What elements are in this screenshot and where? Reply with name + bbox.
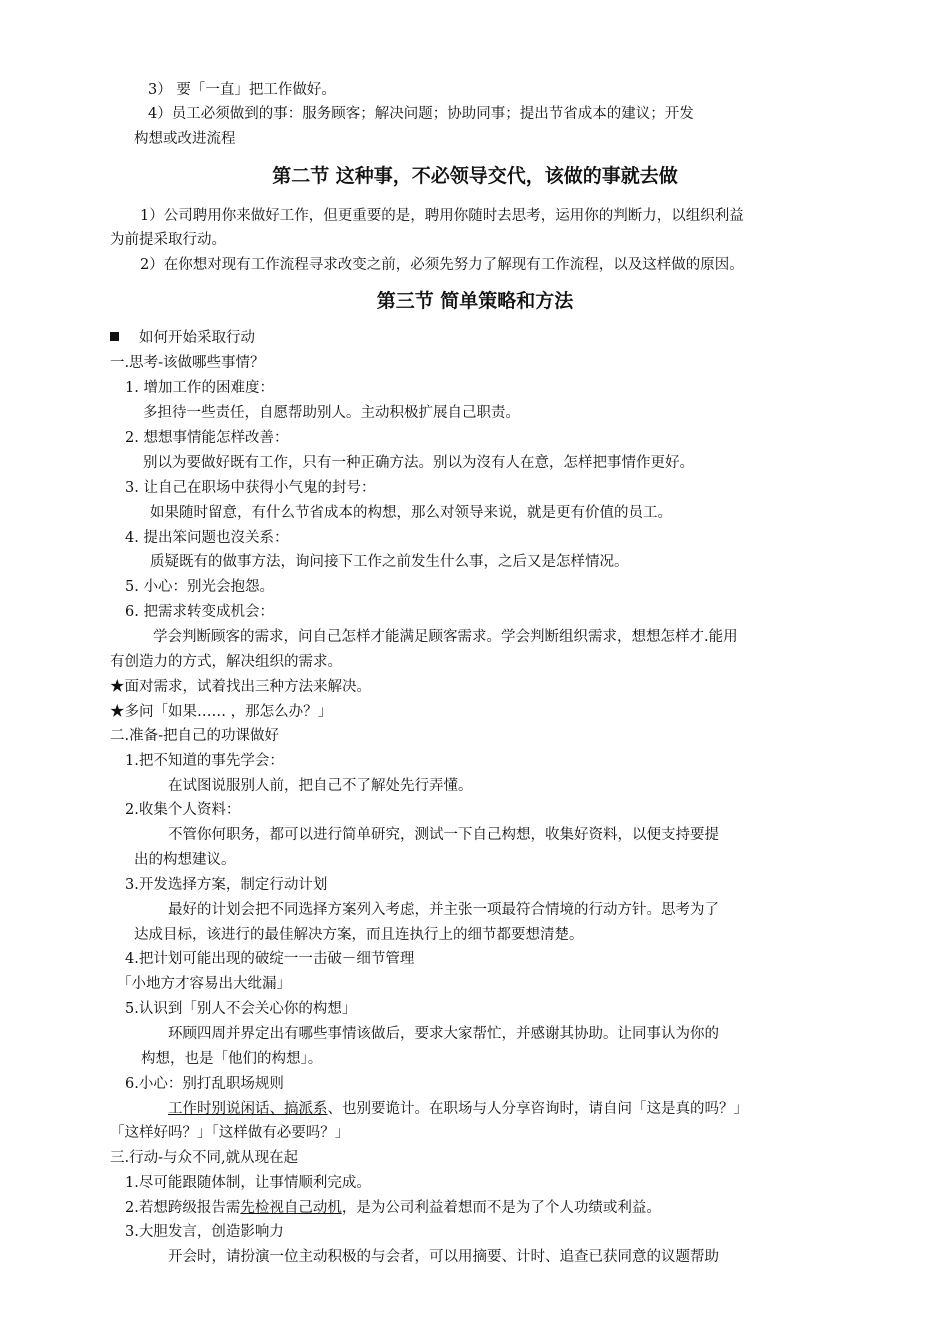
section-2-para-1a: 1）公司聘用你来做好工作，但更重要的是，聘用你随时去思考，运用你的判断力，以组织利益 (140, 208, 744, 224)
section-3-heading: 第三节 简单策略和方法 (376, 290, 574, 312)
intro-line-2: 4）员工必须做到的事：服务顾客；解决问题；协助同事；提出节省成本的建议；开发 (148, 106, 694, 122)
star-note-1: ★面对需求，试着找出三种方法来解决。 (110, 679, 371, 695)
part-3-title: 三.行动-与众不同,就从现在起 (110, 1150, 299, 1166)
section-2-para-1b: 为前提采取行动。 (110, 232, 226, 248)
part-2-item-5: 5.认识到「别人不会关心你的构想」 (125, 1001, 357, 1017)
part-1-item-5: 5. 小心：别光会抱怨。 (125, 579, 274, 595)
underlined-phrase: 工作时别说闲话、搞派系 (168, 1101, 328, 1117)
part-1-item-6-text-b: 有创造力的方式，解决组织的需求。 (110, 654, 342, 670)
part-2-item-5-text-b: 构想，也是「他们的构想」。 (141, 1051, 323, 1067)
part-2-item-3: 3.开发选择方案，制定行动计划 (125, 877, 328, 893)
part-1-item-2: 2. 想想事情能怎样改善： (125, 430, 289, 446)
part-1-item-4-text: 质疑既有的做事方法，询问接下工作之前发生什么事，之后又是怎样情况。 (150, 554, 629, 570)
part-3-item-2-a: 2.若想跨级报告需 (125, 1200, 241, 1216)
part-3-item-3: 3.大胆发言，创造影响力 (125, 1224, 284, 1240)
part-3-item-3-text: 开会时，请扮演一位主动积极的与会者，可以用摘要、计时、追查已获同意的议题帮助 (168, 1249, 719, 1265)
bullet-line (110, 328, 255, 348)
star-note-2: ★多问「如果…… ，那怎么办？」 (110, 704, 333, 720)
underlined-phrase-2: 先检视自己动机 (240, 1200, 342, 1216)
part-1-item-4: 4. 提出笨问题也沒关系： (125, 530, 289, 546)
part-2-item-1-text: 在试图说服别人前，把自己不了解处先行弄懂。 (168, 778, 473, 794)
part-1-item-2-text: 别以为要做好既有工作，只有一种正确方法。别以为沒有人在意，怎样把事情作更好。 (143, 455, 694, 471)
part-1-item-1-text: 多担待一些责任，自愿帮助别人。主动积极扩展自己职责。 (143, 405, 520, 421)
part-1-item-6-text-a: 学会判断顾客的需求，问自己怎样才能满足顾客需求。学会判断组织需求，想想怎样才.能用 (153, 629, 738, 645)
section-2-heading: 第二节 这种事，不必领导交代，该做的事就去做 (272, 165, 678, 187)
part-3-item-1: 1.尽可能跟随体制，让事情顺利完成。 (125, 1175, 371, 1191)
part-2-item-4: 4.把计划可能出现的破绽一一击破－细节管理 (125, 951, 415, 967)
part-1-item-1: 1. 增加工作的困难度： (125, 380, 274, 396)
part-2-item-6-text-b: 「这样好吗？」「这样做有必要吗？」 (110, 1125, 350, 1141)
part-2-item-6-text-rest: 、也别要诡计。在职场与人分享咨询时，请自问「这是真的吗？」 (327, 1101, 748, 1117)
part-3-item-2 (125, 1198, 661, 1218)
part-2-item-3-text-b: 达成目标，该进行的最佳解决方案，而且连执行上的细节都要想清楚。 (134, 927, 584, 943)
part-1-item-6: 6. 把需求转变成机会： (125, 604, 274, 620)
part-3-item-2-b: ，是为公司利益着想而不是为了个人功绩或利益。 (341, 1200, 661, 1216)
part-1-title: 一.思考-该做哪些事情？ (110, 355, 265, 371)
part-2-item-5-text-a: 环顾四周并界定出有哪些事情该做后，要求大家帮忙，并感谢其协助。让同事认为你的 (168, 1026, 719, 1042)
part-2-item-2-text-a: 不管你何职务，都可以进行简单研究，测试一下自己构想，收集好资料，以便支持要提 (168, 827, 719, 843)
part-2-item-4-text: 「小地方才容易出大纰漏」 (117, 976, 291, 992)
intro-line-3: 构想或改进流程 (134, 131, 236, 147)
part-2-item-2-text-b: 出的构想建议。 (134, 852, 236, 868)
intro-line-1: 3） 要「一直」把工作做好。 (148, 82, 336, 98)
bullet-text: 如何开始采取行动 (139, 330, 255, 346)
part-2-title: 二.准备-把自己的功课做好 (110, 728, 280, 744)
part-1-item-3-text: 如果随时留意，有什么节省成本的构想，那么对领导来说，就是更有价值的员工。 (150, 505, 672, 521)
section-2-para-2: 2）在你想对现有工作流程寻求改变之前，必须先努力了解现有工作流程，以及这样做的原因。 (140, 257, 744, 273)
square-bullet-icon (110, 332, 119, 341)
part-2-item-1: 1.把不知道的事先学会： (125, 753, 284, 769)
part-2-item-2: 2.收集个人资料： (125, 802, 241, 818)
part-2-item-6: 6.小心：别打乱职场规则 (125, 1076, 284, 1092)
part-2-item-3-text-a: 最好的计划会把不同选择方案列入考虑，并主张一项最符合情境的行动方针。思考为了 (168, 902, 719, 918)
part-2-item-6-text-a (168, 1099, 748, 1119)
part-1-item-3: 3. 让自己在职场中获得小气鬼的封号： (125, 480, 376, 496)
